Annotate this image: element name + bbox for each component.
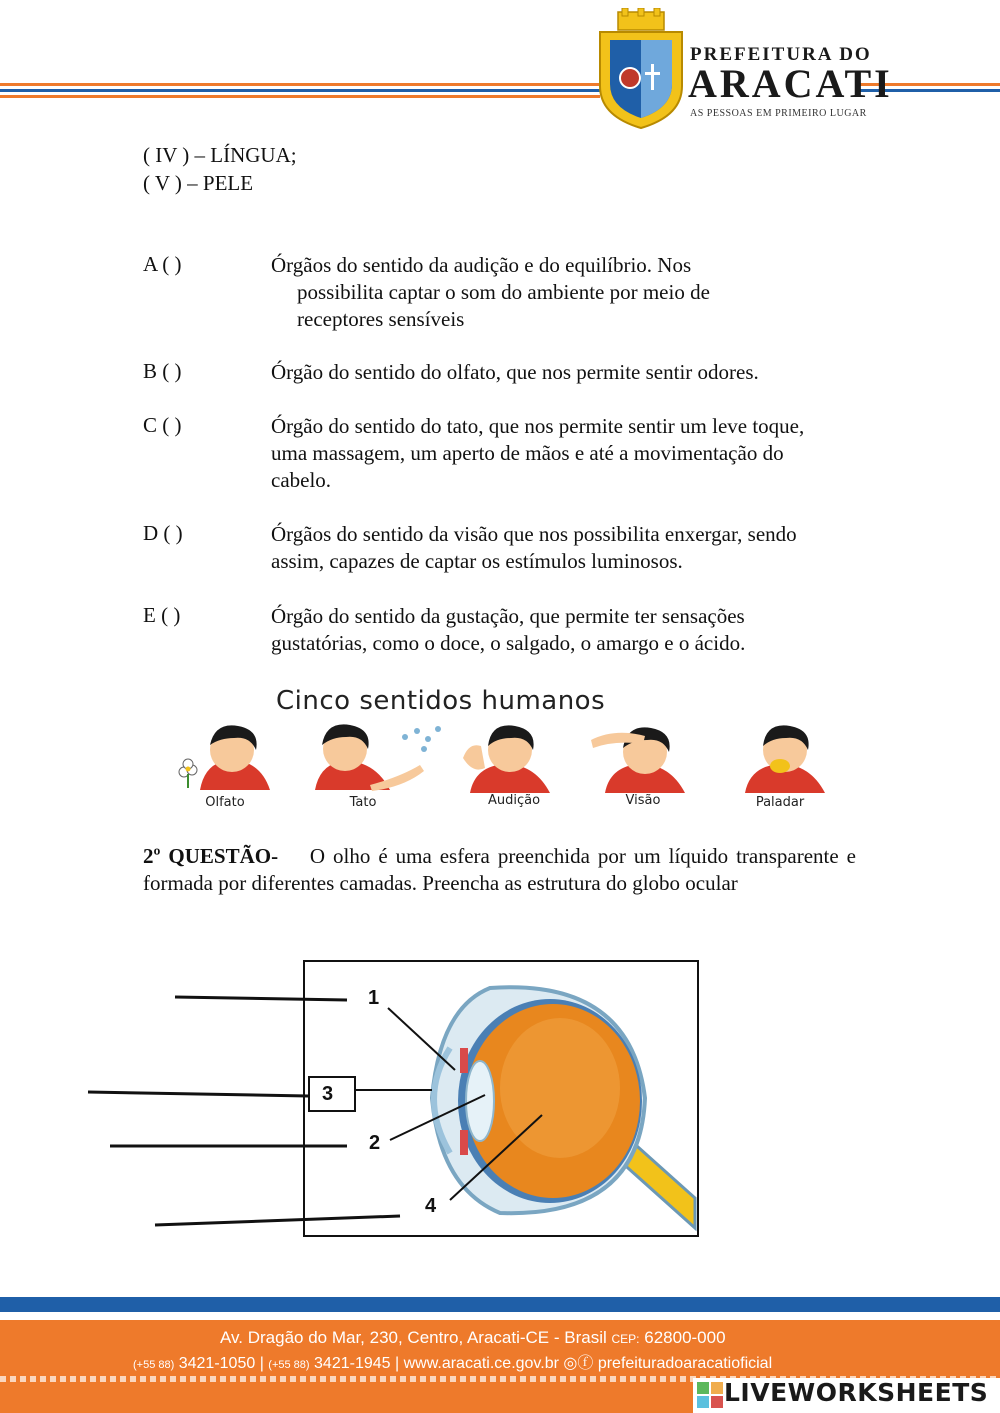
footer-address: Av. Dragão do Mar, 230, Centro, Aracati-CE - Brasil [220, 1328, 607, 1347]
instagram-icon: ◎ [563, 1355, 578, 1372]
child-seeing-icon [585, 718, 695, 795]
sense-label-audicao: Audição [487, 793, 541, 808]
sense-label-paladar: Paladar [755, 795, 805, 810]
sense-label-visao: Visão [625, 793, 661, 808]
footer-stripe-blue [0, 1297, 1000, 1312]
option-a-line3: receptores sensíveis [297, 307, 465, 331]
option-a-line2: possibilita captar o som do ambiente por meio de [297, 280, 710, 304]
option-c-text: Órgão do sentido do tato, que nos permite sentir um leve toque, uma massagem, um aperto de mãos e até a movimentação do cabelo. [271, 414, 805, 492]
child-hearing-icon [455, 718, 565, 795]
footer-phone2: 3421-1945 [314, 1355, 391, 1372]
eye-label-4: 4 [425, 1195, 437, 1217]
question-2-text: O olho é uma esfera preenchida por um líquido transparente e formada por diferentes camadas. Preencha as estrutura do globo ocular [143, 844, 856, 895]
senses-title: Cinco sentidos humanos [276, 686, 606, 716]
option-d-letter[interactable]: D ( ) [143, 521, 183, 545]
eye-label-1: 1 [368, 987, 380, 1009]
eye-label-3[interactable]: 3 [308, 1076, 356, 1112]
question-2-heading: 2º QUESTÃO- [143, 844, 279, 868]
sense-label-olfato: Olfato [205, 795, 245, 810]
option-e-text: Órgão do sentido da gustação, que permite ter sensações gustatórias, como o doce, o salgado, o amargo e o ácido. [271, 604, 746, 655]
footer-social[interactable]: prefeituradoaracatioficial [597, 1355, 773, 1372]
org-name-line1: PREFEITURA DO [690, 44, 872, 65]
footer-phone1: 3421-1050 [178, 1355, 256, 1372]
sense-label-tato: Tato [349, 795, 377, 810]
option-a-text [271, 252, 841, 333]
option-e-letter[interactable]: E ( ) [143, 603, 181, 627]
header-stripe-orange-2 [0, 95, 600, 98]
option-c-letter[interactable]: C ( ) [143, 413, 182, 437]
footer-website[interactable]: www.aracati.ce.gov.br [403, 1355, 559, 1372]
option-a-letter[interactable]: A ( ) [143, 252, 182, 276]
footer-contact-line: (+55 88) 3421-1050 | (+55 88) 3421-1945 | www.aracati.ce.gov.br ◎ⓕ prefeituradoaracatioficial [133, 1355, 773, 1372]
liveworksheets-watermark[interactable]: LIVEWORKSHEETS [724, 1378, 989, 1407]
option-b-letter[interactable]: B ( ) [143, 359, 182, 383]
child-tasting-icon [730, 718, 840, 795]
facebook-icon: ⓕ [577, 1355, 594, 1372]
eye-label-2: 2 [369, 1132, 381, 1154]
option-b-text: Órgão do sentido do olfato, que nos permite sentir odores. [271, 360, 759, 384]
child-touching-icon [300, 715, 450, 795]
org-slogan: AS PESSOAS EM PRIMEIRO LUGAR [690, 108, 867, 119]
child-smelling-icon [170, 720, 290, 795]
legend-item-iv: ( IV ) – LÍNGUA; [143, 143, 297, 167]
footer-address-line [220, 1328, 726, 1348]
liveworksheets-logo-icon [697, 1382, 723, 1408]
header-stripe-orange [0, 83, 600, 86]
footer-cep-label: CEP: [611, 1332, 640, 1346]
legend-item-v: ( V ) – PELE [143, 171, 254, 195]
footer-phone2-prefix: (+55 88) [268, 1359, 310, 1371]
org-name-line2: ARACATI [688, 61, 893, 106]
footer-cep: 62800-000 [644, 1328, 726, 1347]
option-a-line1: Órgãos do sentido da audição e do equilíbrio. Nos [271, 253, 692, 277]
eye-label-lines [0, 960, 560, 1240]
header-stripe-blue [0, 89, 600, 92]
question-2 [143, 843, 856, 897]
coat-of-arms-icon [596, 8, 686, 130]
footer-phone1-prefix: (+55 88) [133, 1359, 175, 1371]
option-d-text: Órgãos do sentido da visão que nos possibilita enxergar, sendo assim, capazes de captar os estímulos luminosos. [271, 522, 797, 573]
